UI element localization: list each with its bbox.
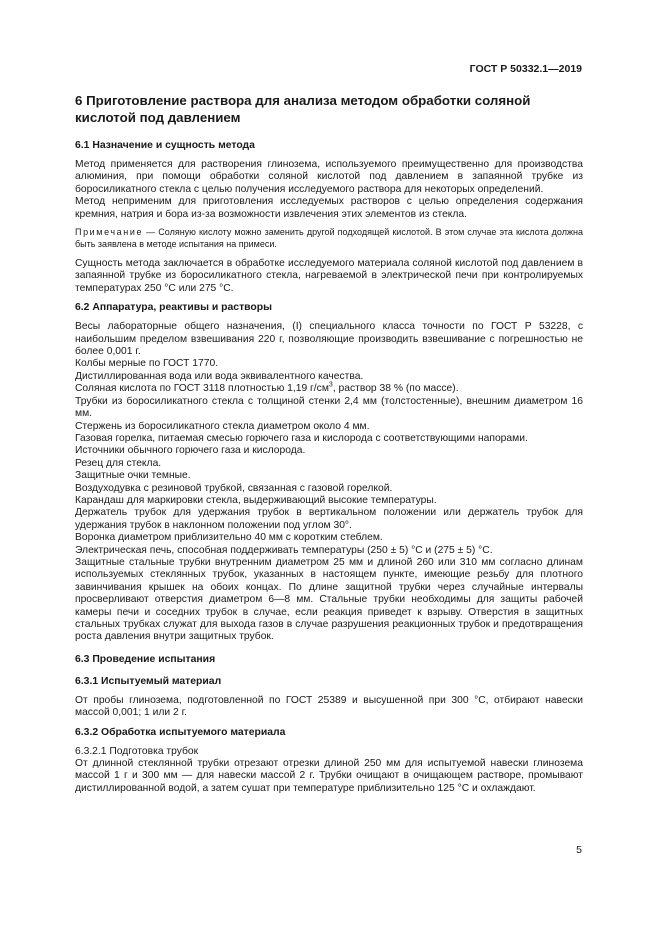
note-text: — Соляную кислоту можно заменить другой подходящей кислотой. В этом случае эта кислота должна быть заявлена в методе испытания на примеси. <box>75 227 583 249</box>
paragraph: Весы лабораторные общего назначения, (I) специального класса точности по ГОСТ Р 53228, с наибольшим пределом взвешивания 220 г, позволяющие производить взвешивание с погрешностью не более 0,001 г. <box>75 321 583 358</box>
superscript: 3 <box>328 381 333 389</box>
paragraph: Защитные стальные трубки внутренним диаметром 25 мм и длиной 260 или 310 мм согласно длинам используемых стеклянных трубок, указанных в настоящем пункте, имеющие резьбу для плотного завинчивания крышек на обоих концах. По длине защитной трубки через случайные интервалы просверливают отверстия диаметром 6—8 мм. Стальные трубки необходимы для защиты рабочей камеры печи и соседних трубок в случае, если реакция приведет к взрыву. Отверстия в защитных стальных трубках служат для выхода газов в случае разрушения реакционных трубок и предотвращения роста давления внутри защитных трубок. <box>75 556 583 643</box>
document-code: ГОСТ Р 50332.1—2019 <box>469 63 582 75</box>
paragraph: Трубки из боросиликатного стекла с толщиной стенки 2,4 мм (толстостенные), внешним диаметром 16 мм. <box>75 395 583 420</box>
paragraph: Метод неприменим для приготовления исследуемых растворов с целью определения содержания кремния, натрия и бора из-за возможности извлечения этих элементов из стекла. <box>75 196 583 220</box>
section-6-1-title: 6.1 Назначение и сущность метода <box>75 140 255 151</box>
paragraph: Дистиллированная вода или вода эквивалентного качества. <box>75 370 364 382</box>
paragraph: От длинной стеклянной трубки отрезают отрезки длиной 250 мм для испытуемой навески глинозема массой 1 г и 300 мм — для навески массой 2 г. Трубки очищают в очищающем растворе, промывают дистиллированной водой, а затем сушат при температуре приблизительно 125 °С и охлаждают. <box>75 758 583 794</box>
note-label: Примечание <box>75 227 144 238</box>
text-run: , раствор 38 % (по массе). <box>332 383 459 395</box>
paragraph: Метод применяется для растворения глинозема, используемого преимущественно для производства алюминия, при помощи обработки соляной кислотой под давлением в запаянной трубке из боросиликатного стекла с целью получения исследуемого раствора для некоторых определений. <box>75 159 583 195</box>
section-6-3-title: 6.3 Проведение испытания <box>75 653 216 665</box>
text-run: Соляная кислота по ГОСТ 3118 плотностью 1,19 г/см <box>75 383 329 395</box>
paragraph: Держатель трубок для удержания трубок в вертикальном положении или держатель трубок для удержания трубок в наклонном положении под углом 30°. <box>75 507 583 531</box>
paragraph: От пробы глинозема, подготовленной по ГОСТ 25389 и высушенной при 300 °С, отбирают навески массой 0,001; 1 или 2 г. <box>75 694 583 719</box>
paragraph: Резец для стекла. <box>75 457 162 469</box>
paragraph: Колбы мерные по ГОСТ 1770. <box>75 358 219 370</box>
paragraph: Сущность метода заключается в обработке исследуемого материала соляной кислотой под давлением в запаянной трубке из боросиликатного стекла, нагреваемой в электрической печи при контролируемых температурах 250 °С или 275 °С. <box>75 258 583 294</box>
paragraph: Карандаш для маркировки стекла, выдерживающий высокие температуры. <box>75 494 437 506</box>
section-6-3-2-title: 6.3.2 Обработка испытуемого материала <box>75 726 286 738</box>
paragraph: Воздуходувка с резиновой трубкой, связанная с газовой горелкой. <box>75 482 393 494</box>
paragraph: Источники обычного горючего газа и кислорода. <box>75 445 306 457</box>
paragraph: Электрическая печь, способная поддерживать температуры (250 ± 5) °С и (275 ± 5) °С. <box>75 544 493 556</box>
page-number: 5 <box>576 844 582 856</box>
paragraph: Газовая горелка, питаемая смесью горючего газа и кислорода с соответствующими напорами. <box>75 432 528 444</box>
note <box>75 227 583 250</box>
page-content <box>75 92 583 795</box>
paragraph: Воронка диаметром приблизительно 40 мм с коротким стеблем. <box>75 532 383 544</box>
paragraph: Защитные очки темные. <box>75 470 191 482</box>
paragraph <box>75 383 583 395</box>
section-6-title: 6 Приготовление раствора для анализа методом обработки соляной кислотой под давлением <box>75 93 531 125</box>
paragraph: Стержень из боросиликатного стекла диаметром около 4 мм. <box>75 420 370 432</box>
section-6-2-title: 6.2 Аппаратура, реактивы и растворы <box>75 302 272 314</box>
subsection-6-3-2-1-title: 6.3.2.1 Подготовка трубок <box>75 745 199 757</box>
section-6-3-1-title: 6.3.1 Испытуемый материал <box>75 675 222 687</box>
